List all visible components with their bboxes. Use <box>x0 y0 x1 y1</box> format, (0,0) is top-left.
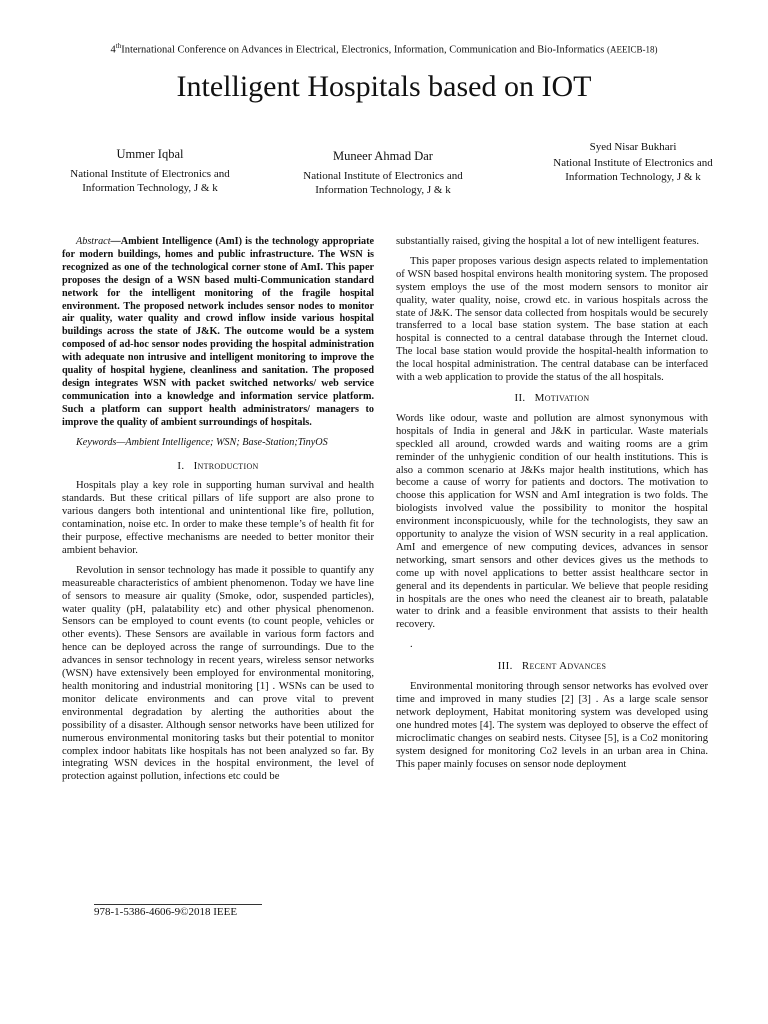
author-affiliation-line-2: Information Technology, J & k <box>82 182 218 194</box>
section-number: II. <box>514 391 526 404</box>
section-heading-introduction <box>62 460 374 473</box>
conference-header <box>0 42 768 56</box>
stray-dot: . <box>410 639 413 651</box>
section-heading-motivation <box>396 392 708 405</box>
author-affiliation-line-1: National Institute of Electronics and <box>553 157 713 169</box>
conference-ordinal-suffix: th <box>115 42 122 50</box>
paragraph: Hospitals play a key role in supporting human survival and health standards. But these critical pillars of life support are also prone to various dangers both intentional and unintentional like fire, pollution, contamination, noise etc. In order to make these temple’s of health fit for their purpose, effective mechanisms are needed to better monitor their ambient behavior. <box>62 480 374 556</box>
abstract-label: Abstract <box>76 236 111 247</box>
author-block-2 <box>272 149 494 197</box>
author-block-3 <box>518 140 748 184</box>
footer-rule <box>94 904 262 905</box>
paragraph: This paper proposes various design aspects related to implementation of WSN based hospital environs health monitoring system. The proposed system employs the use of the most modern sensors to monitor air quality, water quality, noise, crowd etc. in various hospitals across the state of J&K. The sensor data collected from hospitals would be securely transferred to a local base station system. The base station at each hospital is connected to a central database through the Internet cloud. The local base station would provide the hospital-health information to the local hospital administration. The central database can be interfaced with a web application to provide the status of the all hospitals. <box>396 255 708 384</box>
conference-abbreviation: (AEEICB-18) <box>606 44 658 55</box>
author-name: Ummer Iqbal <box>116 147 184 161</box>
footer-isbn: 978-1-5386-4606-9©2018 IEEE <box>94 906 238 918</box>
conference-name: International Conference on Advances in Electrical, Electronics, Information, Communication and Bio-Informatics <box>121 44 605 56</box>
section-number: III. <box>497 660 513 673</box>
paper-title: Intelligent Hospitals based on IOT <box>176 70 592 103</box>
section-heading-recent-advances <box>396 660 708 673</box>
author-block-1 <box>40 147 260 195</box>
section-number: I. <box>177 459 185 472</box>
left-column <box>62 236 374 791</box>
author-name: Syed Nisar Bukhari <box>589 141 677 153</box>
abstract <box>62 236 374 430</box>
author-name: Muneer Ahmad Dar <box>333 149 433 163</box>
conference-ordinal: 4 <box>110 44 116 56</box>
paragraph: substantially raised, giving the hospital a lot of new intelligent features. <box>396 236 700 247</box>
section-title: Recent Advances <box>521 660 607 673</box>
section-title: Introduction <box>193 459 259 472</box>
keywords: Keywords—Ambient Intelligence; WSN; Base-Station;TinyOS <box>76 436 328 448</box>
author-affiliation-line-1: National Institute of Electronics and <box>70 168 230 180</box>
paragraph: Revolution in sensor technology has made it possible to quantify any measureable characteristics of ambient phenomenon. Today we have line of sensors to measure air quality (Smoke, odor, suspended particles), water quality (pH, palatability etc) and other physical phenomenon. Sensors can be employed to count events (to count people, vehicles or other events). These Sensors are available in various form factors and hence can be deployed across the range of surroundings. Due to the advances in sensor technology in recent years, wireless sensor networks (WSN) have extensively been employed for environmental monitoring, health monitoring and industrial monitoring [1] . WSNs can be used to monitor delicate environments and can prove vital to prevent environmental degradation by alerting the authorities about the possibility of a disaster. Although sensor networks have been utilized for numerous environmental monitoring tasks but their potential to monitor complex indoor habitats like hospitals has not been analyzed so far. By integrating WSN devices in the hospital environment, the level of protection against pollution, infections etc could be <box>62 564 374 783</box>
paragraph: Words like odour, waste and pollution are almost synonymous with hospitals of India in general and J&K in particular. Waste materials speckled all around, crowded wards and waiting rooms are a grim reminder of the unhygienic condition of our health institutions. This is also a common scenario at J&Ks major health institutions, which has become a cause of worry for patients and doctors. The motivation to choose this application for WSN and AmI integration is two folds. The biologists involved value the possibility to monitor the hospital environment inconspicuously, while for the technologists, they saw an opportunity to analyze the vision of WSN security in a real application. AmI and emergence of new computing devices, advances in sensor networking, smart sensors and other devices gives us the methods to come up with novel applications to better assist healthcare sector in general and its dependents in particular. We believe that people residing in hospitals are the ones who need the cleanest air to breath, palatable water to drink and a feasible environment that assists to their health recovery. <box>396 412 708 631</box>
author-affiliation-line-1: National Institute of Electronics and <box>303 170 463 182</box>
section-title: Motivation <box>534 391 590 404</box>
author-affiliation-line-2: Information Technology, J & k <box>315 184 451 196</box>
right-column <box>396 236 708 778</box>
paragraph: Environmental monitoring through sensor networks has evolved over time and improved in many studies [2] [3] . As a large scale sensor network deployment, Habitat monitoring system was developed using one hundred motes [4]. The system was deployed to observe the effect of microclimatic changes on seabird nests. Citysee [5], is a Co2 monitoring system designed for monitoring Co2 levels in an urban area in China. This paper mainly focuses on sensor node deployment <box>396 681 708 770</box>
abstract-text: —Ambient Intelligence (AmI) is the technology appropriate for modern buildings, homes and public infrastructure. The WSN is recognized as one of the technological corner stone of AmI. This paper proposes the design of a WSN based multi-Communication standard network for the intelligent monitoring of the fragile hospital environment. The proposed network includes sensor nodes to monitor air quality, water quality and crowd inflow inside various hospital buildings across the state of J&K. The outcome would be a system composed of ad-hoc sensor nodes providing the hospital administration with adequate non intrusive and intelligent monitoring to improve the quality of hospital hygiene, cleanliness and sanitation. The proposed design integrates WSN with packet switched networks/ web service communication into a knowledge and information service platform. Such a platform can support health administrators/ managers to improve the quality of ambient surroundings of hospitals. <box>62 236 374 428</box>
author-affiliation-line-2: Information Technology, J & k <box>565 171 701 183</box>
